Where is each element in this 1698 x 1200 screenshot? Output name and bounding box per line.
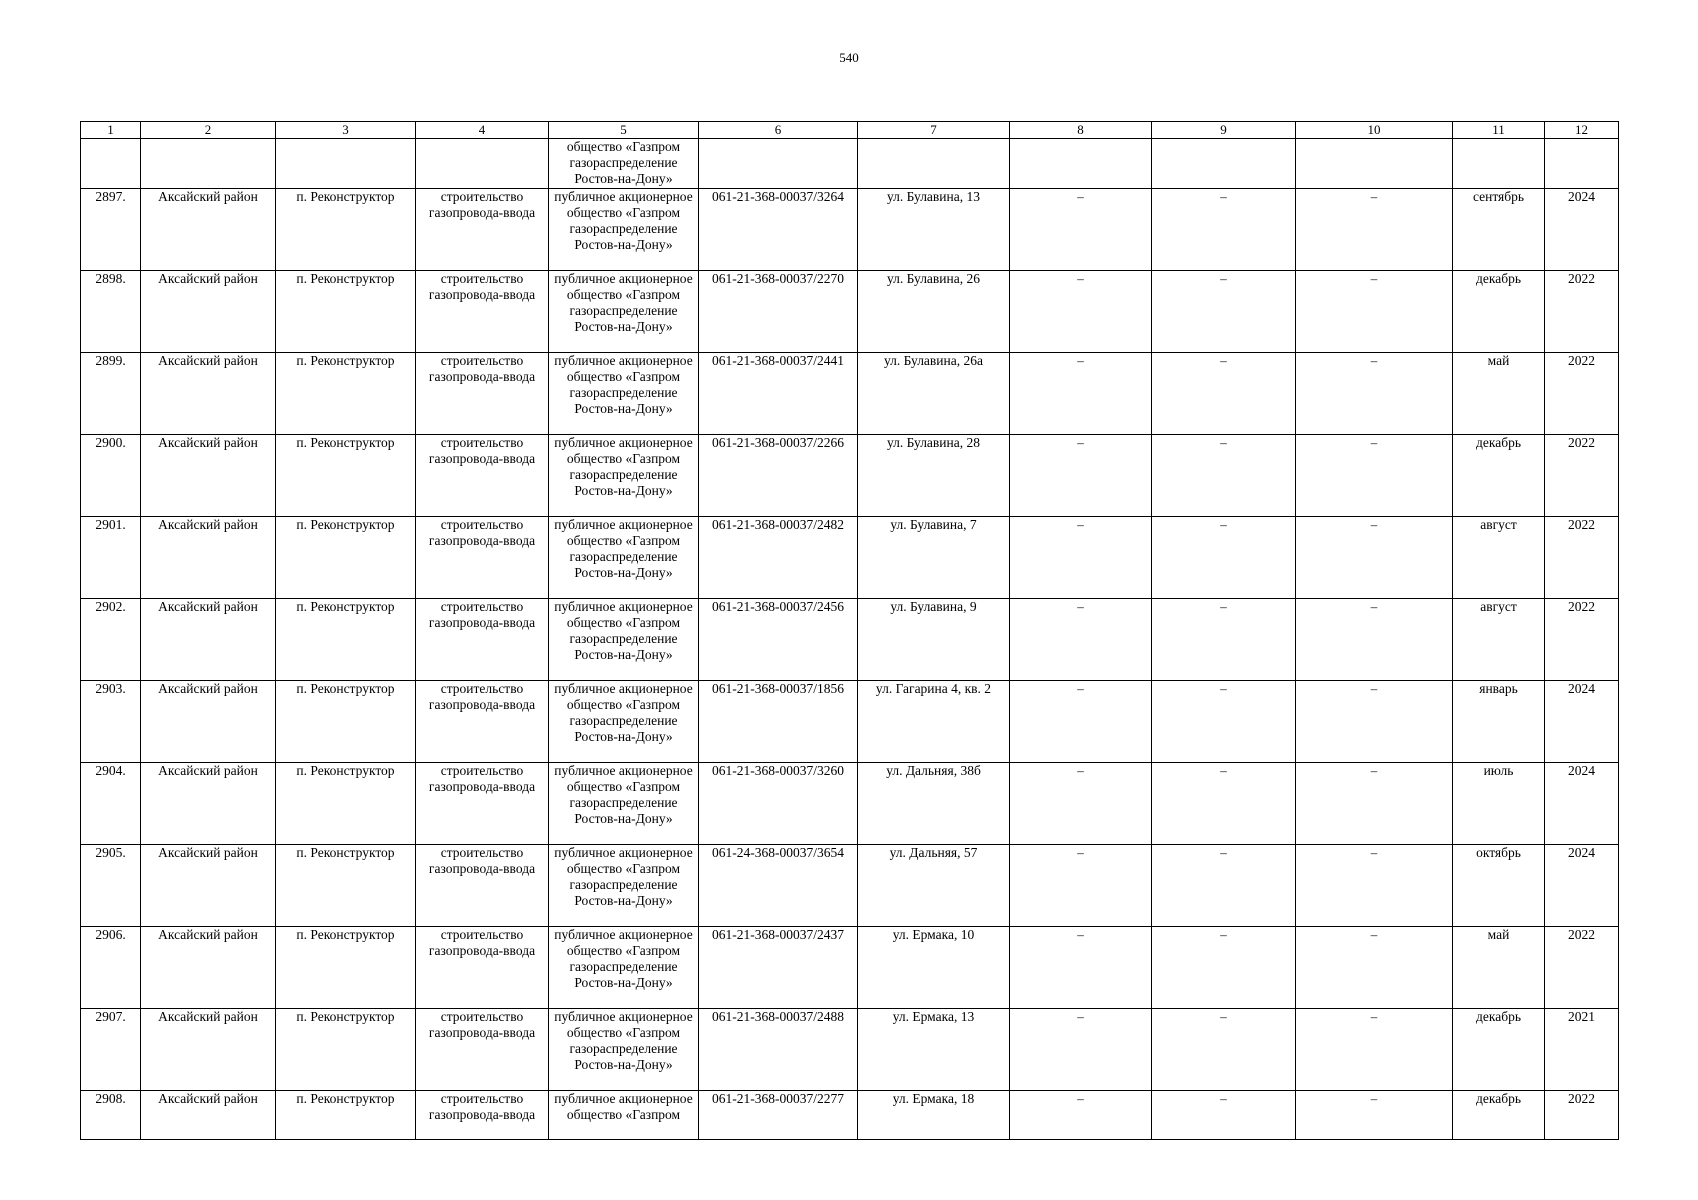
cell-settlement: п. Реконструктор xyxy=(276,844,416,926)
cell-work-type: строительство газопровода-ввода xyxy=(416,680,549,762)
cell-address: ул. Булавина, 13 xyxy=(858,188,1010,270)
cell-settlement: п. Реконструктор xyxy=(276,1090,416,1139)
cell-district: Аксайский район xyxy=(141,188,276,270)
cell-district: Аксайский район xyxy=(141,434,276,516)
cell-district: Аксайский район xyxy=(141,926,276,1008)
cell-address: ул. Булавина, 26а xyxy=(858,352,1010,434)
cell-settlement: п. Реконструктор xyxy=(276,598,416,680)
cell-owner: публичное акционерное общество «Газпром газораспределение Ростов-на-Дону» xyxy=(549,188,699,270)
cell-work-type: строительство газопровода-ввода xyxy=(416,352,549,434)
cell-year: 2022 xyxy=(1545,1090,1619,1139)
page-number: 540 xyxy=(839,50,859,65)
cell-year: 2021 xyxy=(1545,1008,1619,1090)
cell-number: 2899. xyxy=(81,352,141,434)
cell-month: август xyxy=(1453,598,1545,680)
table-row xyxy=(81,352,1619,434)
cell-column-8: – xyxy=(1010,1008,1152,1090)
cell-district: Аксайский район xyxy=(141,1090,276,1139)
cell-column-9: – xyxy=(1152,598,1296,680)
cell-settlement: п. Реконструктор xyxy=(276,434,416,516)
cell-number: 2900. xyxy=(81,434,141,516)
cell-month: май xyxy=(1453,926,1545,1008)
cell-column-8: – xyxy=(1010,844,1152,926)
cell-number: 2904. xyxy=(81,762,141,844)
cell-number: 2902. xyxy=(81,598,141,680)
cell-owner: публичное акционерное общество «Газпром газораспределение Ростов-на-Дону» xyxy=(549,270,699,352)
cell-address: ул. Булавина, 9 xyxy=(858,598,1010,680)
cell-column-8: – xyxy=(1010,680,1152,762)
cell-year: 2024 xyxy=(1545,844,1619,926)
cell-column-10: – xyxy=(1296,844,1453,926)
cell-object-code: 061-21-368-00037/1856 xyxy=(699,680,858,762)
cell-month: декабрь xyxy=(1453,1008,1545,1090)
cell-column-8: – xyxy=(1010,434,1152,516)
cell-district: Аксайский район xyxy=(141,844,276,926)
cell-object-code: 061-21-368-00037/2266 xyxy=(699,434,858,516)
table-row xyxy=(81,516,1619,598)
cell-column-8: – xyxy=(1010,516,1152,598)
cell-empty xyxy=(1453,139,1545,189)
column-number: 12 xyxy=(1545,122,1619,139)
cell-object-code: 061-21-368-00037/3260 xyxy=(699,762,858,844)
cell-year: 2022 xyxy=(1545,270,1619,352)
cell-month: сентябрь xyxy=(1453,188,1545,270)
cell-column-9: – xyxy=(1152,270,1296,352)
table-row xyxy=(81,762,1619,844)
cell-work-type: строительство газопровода-ввода xyxy=(416,762,549,844)
cell-object-code: 061-21-368-00037/2488 xyxy=(699,1008,858,1090)
column-number: 9 xyxy=(1152,122,1296,139)
cell-settlement: п. Реконструктор xyxy=(276,270,416,352)
cell-owner: публичное акционерное общество «Газпром газораспределение Ростов-на-Дону» xyxy=(549,1008,699,1090)
cell-settlement: п. Реконструктор xyxy=(276,352,416,434)
cell-settlement: п. Реконструктор xyxy=(276,516,416,598)
cell-empty xyxy=(276,139,416,189)
cell-empty xyxy=(1296,139,1453,189)
cell-column-8: – xyxy=(1010,352,1152,434)
cell-owner: публичное акционерное общество «Газпром газораспределение Ростов-на-Дону» xyxy=(549,926,699,1008)
cell-district: Аксайский район xyxy=(141,516,276,598)
cell-object-code: 061-21-368-00037/2270 xyxy=(699,270,858,352)
cell-year: 2024 xyxy=(1545,762,1619,844)
cell-work-type: строительство газопровода-ввода xyxy=(416,516,549,598)
cell-object-code: 061-21-368-00037/2437 xyxy=(699,926,858,1008)
column-number: 5 xyxy=(549,122,699,139)
cell-object-code: 061-21-368-00037/2277 xyxy=(699,1090,858,1139)
cell-owner: публичное акционерное общество «Газпром газораспределение Ростов-на-Дону» xyxy=(549,598,699,680)
cell-address: ул. Дальняя, 38б xyxy=(858,762,1010,844)
cell-object-code: 061-21-368-00037/3264 xyxy=(699,188,858,270)
cell-settlement: п. Реконструктор xyxy=(276,680,416,762)
column-number: 7 xyxy=(858,122,1010,139)
cell-year: 2022 xyxy=(1545,352,1619,434)
cell-owner: публичное акционерное общество «Газпром газораспределение Ростов-на-Дону» xyxy=(549,516,699,598)
cell-address: ул. Ермака, 13 xyxy=(858,1008,1010,1090)
column-number: 11 xyxy=(1453,122,1545,139)
cell-empty xyxy=(1010,139,1152,189)
cell-month: август xyxy=(1453,516,1545,598)
cell-column-8: – xyxy=(1010,270,1152,352)
cell-work-type: строительство газопровода-ввода xyxy=(416,434,549,516)
cell-column-9: – xyxy=(1152,188,1296,270)
cell-number: 2906. xyxy=(81,926,141,1008)
cell-address: ул. Ермака, 18 xyxy=(858,1090,1010,1139)
table-row xyxy=(81,598,1619,680)
cell-address: ул. Булавина, 26 xyxy=(858,270,1010,352)
cell-object-code: 061-21-368-00037/2441 xyxy=(699,352,858,434)
cell-empty xyxy=(141,139,276,189)
column-number: 10 xyxy=(1296,122,1453,139)
cell-settlement: п. Реконструктор xyxy=(276,188,416,270)
table-row xyxy=(81,844,1619,926)
cell-column-8: – xyxy=(1010,926,1152,1008)
cell-column-10: – xyxy=(1296,1090,1453,1139)
cell-column-10: – xyxy=(1296,188,1453,270)
cell-settlement: п. Реконструктор xyxy=(276,762,416,844)
cell-empty xyxy=(416,139,549,189)
cell-column-10: – xyxy=(1296,1008,1453,1090)
cell-address: ул. Булавина, 28 xyxy=(858,434,1010,516)
cell-column-10: – xyxy=(1296,434,1453,516)
cell-object-code: 061-21-368-00037/2482 xyxy=(699,516,858,598)
document-table xyxy=(80,121,1619,1140)
table-row xyxy=(81,270,1619,352)
continuation-row xyxy=(81,139,1619,189)
cell-column-9: – xyxy=(1152,680,1296,762)
cell-column-8: – xyxy=(1010,188,1152,270)
cell-work-type: строительство газопровода-ввода xyxy=(416,1090,549,1139)
cell-column-10: – xyxy=(1296,352,1453,434)
cell-work-type: строительство газопровода-ввода xyxy=(416,598,549,680)
cell-month: декабрь xyxy=(1453,270,1545,352)
cell-district: Аксайский район xyxy=(141,680,276,762)
cell-owner: публичное акционерное общество «Газпром газораспределение Ростов-на-Дону» xyxy=(549,762,699,844)
cell-number: 2905. xyxy=(81,844,141,926)
column-number-row xyxy=(81,122,1619,139)
table-row xyxy=(81,1008,1619,1090)
cell-work-type: строительство газопровода-ввода xyxy=(416,1008,549,1090)
cell-month: май xyxy=(1453,352,1545,434)
cell-owner: общество «Газпром газораспределение Ростов-на-Дону» xyxy=(549,139,699,189)
cell-work-type: строительство газопровода-ввода xyxy=(416,188,549,270)
cell-district: Аксайский район xyxy=(141,270,276,352)
cell-work-type: строительство газопровода-ввода xyxy=(416,270,549,352)
cell-column-9: – xyxy=(1152,762,1296,844)
cell-month: декабрь xyxy=(1453,1090,1545,1139)
table-row xyxy=(81,434,1619,516)
cell-number: 2898. xyxy=(81,270,141,352)
cell-number: 2901. xyxy=(81,516,141,598)
cell-column-9: – xyxy=(1152,1090,1296,1139)
cell-district: Аксайский район xyxy=(141,762,276,844)
cell-object-code: 061-24-368-00037/3654 xyxy=(699,844,858,926)
cell-object-code: 061-21-368-00037/2456 xyxy=(699,598,858,680)
column-number: 3 xyxy=(276,122,416,139)
cell-district: Аксайский район xyxy=(141,1008,276,1090)
column-number: 6 xyxy=(699,122,858,139)
cell-address: ул. Гагарина 4, кв. 2 xyxy=(858,680,1010,762)
cell-month: январь xyxy=(1453,680,1545,762)
cell-address: ул. Ермака, 10 xyxy=(858,926,1010,1008)
column-number: 2 xyxy=(141,122,276,139)
cell-empty xyxy=(1152,139,1296,189)
cell-column-10: – xyxy=(1296,762,1453,844)
cell-empty xyxy=(858,139,1010,189)
cell-year: 2022 xyxy=(1545,598,1619,680)
cell-column-10: – xyxy=(1296,926,1453,1008)
cell-district: Аксайский район xyxy=(141,352,276,434)
cell-column-9: – xyxy=(1152,434,1296,516)
cell-number: 2903. xyxy=(81,680,141,762)
cell-work-type: строительство газопровода-ввода xyxy=(416,844,549,926)
cell-year: 2022 xyxy=(1545,434,1619,516)
cell-empty xyxy=(1545,139,1619,189)
cell-column-8: – xyxy=(1010,1090,1152,1139)
cell-work-type: строительство газопровода-ввода xyxy=(416,926,549,1008)
cell-column-9: – xyxy=(1152,926,1296,1008)
cell-column-8: – xyxy=(1010,598,1152,680)
cell-month: октябрь xyxy=(1453,844,1545,926)
cell-owner: публичное акционерное общество «Газпром газораспределение Ростов-на-Дону» xyxy=(549,680,699,762)
column-number: 1 xyxy=(81,122,141,139)
cell-year: 2024 xyxy=(1545,680,1619,762)
cell-empty xyxy=(81,139,141,189)
table-body xyxy=(81,122,1619,1140)
cell-number: 2907. xyxy=(81,1008,141,1090)
cell-empty xyxy=(699,139,858,189)
cell-district: Аксайский район xyxy=(141,598,276,680)
cell-column-9: – xyxy=(1152,1008,1296,1090)
cell-column-9: – xyxy=(1152,352,1296,434)
cell-column-10: – xyxy=(1296,516,1453,598)
cell-column-10: – xyxy=(1296,270,1453,352)
table-row xyxy=(81,926,1619,1008)
cell-column-9: – xyxy=(1152,844,1296,926)
cell-year: 2024 xyxy=(1545,188,1619,270)
cell-number: 2908. xyxy=(81,1090,141,1139)
cell-settlement: п. Реконструктор xyxy=(276,1008,416,1090)
cell-owner: публичное акционерное общество «Газпром xyxy=(549,1090,699,1139)
cell-column-9: – xyxy=(1152,516,1296,598)
cell-settlement: п. Реконструктор xyxy=(276,926,416,1008)
column-number: 4 xyxy=(416,122,549,139)
cell-owner: публичное акционерное общество «Газпром газораспределение Ростов-на-Дону» xyxy=(549,844,699,926)
cell-column-10: – xyxy=(1296,598,1453,680)
cell-number: 2897. xyxy=(81,188,141,270)
cell-year: 2022 xyxy=(1545,926,1619,1008)
cell-owner: публичное акционерное общество «Газпром газораспределение Ростов-на-Дону» xyxy=(549,434,699,516)
cell-month: декабрь xyxy=(1453,434,1545,516)
column-number: 8 xyxy=(1010,122,1152,139)
cell-address: ул. Булавина, 7 xyxy=(858,516,1010,598)
cell-address: ул. Дальняя, 57 xyxy=(858,844,1010,926)
cell-column-8: – xyxy=(1010,762,1152,844)
cell-year: 2022 xyxy=(1545,516,1619,598)
cell-owner: публичное акционерное общество «Газпром газораспределение Ростов-на-Дону» xyxy=(549,352,699,434)
table-row xyxy=(81,1090,1619,1139)
cell-column-10: – xyxy=(1296,680,1453,762)
table-row xyxy=(81,680,1619,762)
cell-month: июль xyxy=(1453,762,1545,844)
table-row xyxy=(81,188,1619,270)
